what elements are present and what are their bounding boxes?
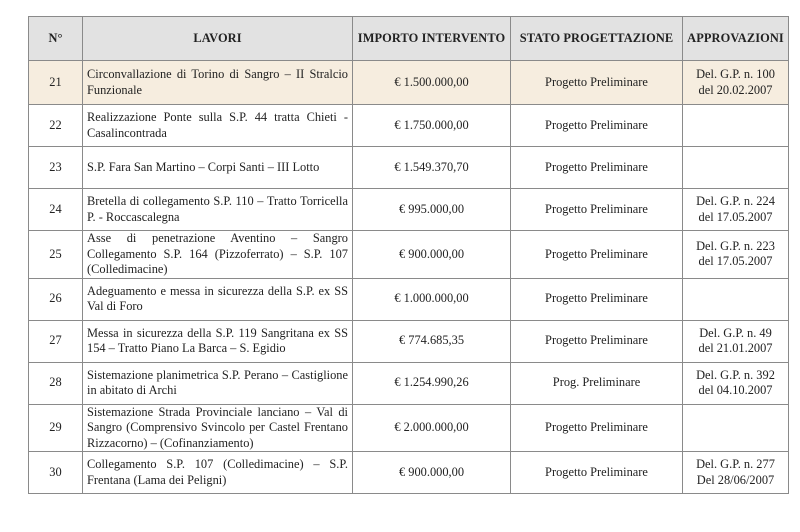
cell-lavori: Sistemazione Strada Provinciale lanciano – Val di Sangro (Comprensivo Svincolo per Castel Frentano Rizzacorno) – (Cofinanziamento) xyxy=(83,404,353,452)
approval-line-1: Del. G.P. n. 392 xyxy=(696,367,775,382)
cell-stato: Progetto Preliminare xyxy=(511,147,683,189)
cell-importo: € 2.000.000,00 xyxy=(353,404,511,452)
cell-importo: € 1.000.000,00 xyxy=(353,278,511,320)
table-row xyxy=(29,320,789,362)
cell-approvazioni xyxy=(683,362,789,404)
cell-num: 26 xyxy=(29,278,83,320)
table-row xyxy=(29,189,789,231)
cell-lavori: Bretella di collegamento S.P. 110 – Tratto Torricella P. - Roccascalegna xyxy=(83,189,353,231)
approval-line-1: Del. G.P. n. 100 xyxy=(696,67,775,81)
cell-num: 30 xyxy=(29,452,83,494)
cell-importo: € 1.750.000,00 xyxy=(353,105,511,147)
cell-stato: Progetto Preliminare xyxy=(511,320,683,362)
table-row xyxy=(29,147,789,189)
table-row xyxy=(29,231,789,279)
cell-importo: € 900.000,00 xyxy=(353,452,511,494)
cell-importo: € 1.254.990,26 xyxy=(353,362,511,404)
approval-line-1: Del. G.P. n. 277 xyxy=(696,457,775,471)
cell-approvazioni xyxy=(683,105,789,147)
table-row xyxy=(29,61,789,105)
cell-approvazioni xyxy=(683,147,789,189)
approval-line-2: del 04.10.2007 xyxy=(698,383,773,397)
approval-line-1: Del. G.P. n. 223 xyxy=(696,238,775,253)
cell-stato: Progetto Preliminare xyxy=(511,61,683,105)
cell-num: 29 xyxy=(29,404,83,452)
cell-num: 22 xyxy=(29,105,83,147)
cell-importo: € 774.685,35 xyxy=(353,320,511,362)
cell-stato: Progetto Preliminare xyxy=(511,278,683,320)
cell-importo: € 1.500.000,00 xyxy=(353,61,511,105)
cell-approvazioni xyxy=(683,278,789,320)
table-row xyxy=(29,105,789,147)
cell-approvazioni xyxy=(683,61,789,105)
cell-lavori: S.P. Fara San Martino – Corpi Santi – III Lotto xyxy=(83,147,353,189)
table-row xyxy=(29,404,789,452)
approval-line-2: Del 28/06/2007 xyxy=(696,472,775,487)
cell-importo: € 1.549.370,70 xyxy=(353,147,511,189)
table-row xyxy=(29,452,789,494)
cell-num: 28 xyxy=(29,362,83,404)
cell-approvazioni xyxy=(683,452,789,494)
approval-line-2: del 17.05.2007 xyxy=(698,209,773,224)
cell-approvazioni xyxy=(683,231,789,279)
cell-approvazioni xyxy=(683,189,789,231)
cell-num: 21 xyxy=(29,61,83,105)
cell-lavori: Realizzazione Ponte sulla S.P. 44 tratta Chieti - Casalincontrada xyxy=(83,105,353,147)
approval-line-1: Del. G.P. n. 224 xyxy=(696,194,775,208)
table-row xyxy=(29,362,789,404)
cell-lavori: Messa in sicurezza della S.P. 119 Sangritana ex SS 154 – Tratto Piano La Barca – S. Egidio xyxy=(83,320,353,362)
cell-lavori: Asse di penetrazione Aventino – Sangro Collegamento S.P. 164 (Pizzoferrato) – S.P. 107 (Colledimacine) xyxy=(83,231,353,279)
cell-lavori: Circonvallazione di Torino di Sangro – II Stralcio Funzionale xyxy=(83,61,353,105)
header-approvazioni: APPROVAZIONI xyxy=(683,17,789,61)
cell-lavori: Sistemazione planimetrica S.P. Perano – Castiglione in abitato di Archi xyxy=(83,362,353,404)
header-row xyxy=(29,17,789,61)
cell-stato: Prog. Preliminare xyxy=(511,362,683,404)
header-lavori: LAVORI xyxy=(83,17,353,61)
table-row xyxy=(29,278,789,320)
approval-line-2: del 21.01.2007 xyxy=(698,341,773,355)
header-importo: IMPORTO INTERVENTO xyxy=(353,17,511,61)
cell-lavori: Adeguamento e messa in sicurezza della S.P. ex SS Val di Foro xyxy=(83,278,353,320)
approval-line-2: del 17.05.2007 xyxy=(698,254,773,269)
works-table xyxy=(28,16,789,494)
cell-stato: Progetto Preliminare xyxy=(511,404,683,452)
cell-importo: € 995.000,00 xyxy=(353,189,511,231)
cell-stato: Progetto Preliminare xyxy=(511,231,683,279)
cell-num: 27 xyxy=(29,320,83,362)
cell-lavori: Collegamento S.P. 107 (Colledimacine) – S.P. Frentana (Lama dei Peligni) xyxy=(83,452,353,494)
cell-stato: Progetto Preliminare xyxy=(511,105,683,147)
approval-line-1: Del. G.P. n. 49 xyxy=(699,325,772,340)
approval-line-2: del 20.02.2007 xyxy=(698,82,773,97)
cell-approvazioni xyxy=(683,404,789,452)
cell-approvazioni xyxy=(683,320,789,362)
cell-importo: € 900.000,00 xyxy=(353,231,511,279)
cell-stato: Progetto Preliminare xyxy=(511,452,683,494)
header-stato: STATO PROGETTAZIONE xyxy=(511,17,683,61)
cell-num: 25 xyxy=(29,231,83,279)
header-num: N° xyxy=(29,17,83,61)
cell-num: 24 xyxy=(29,189,83,231)
cell-num: 23 xyxy=(29,147,83,189)
cell-stato: Progetto Preliminare xyxy=(511,189,683,231)
